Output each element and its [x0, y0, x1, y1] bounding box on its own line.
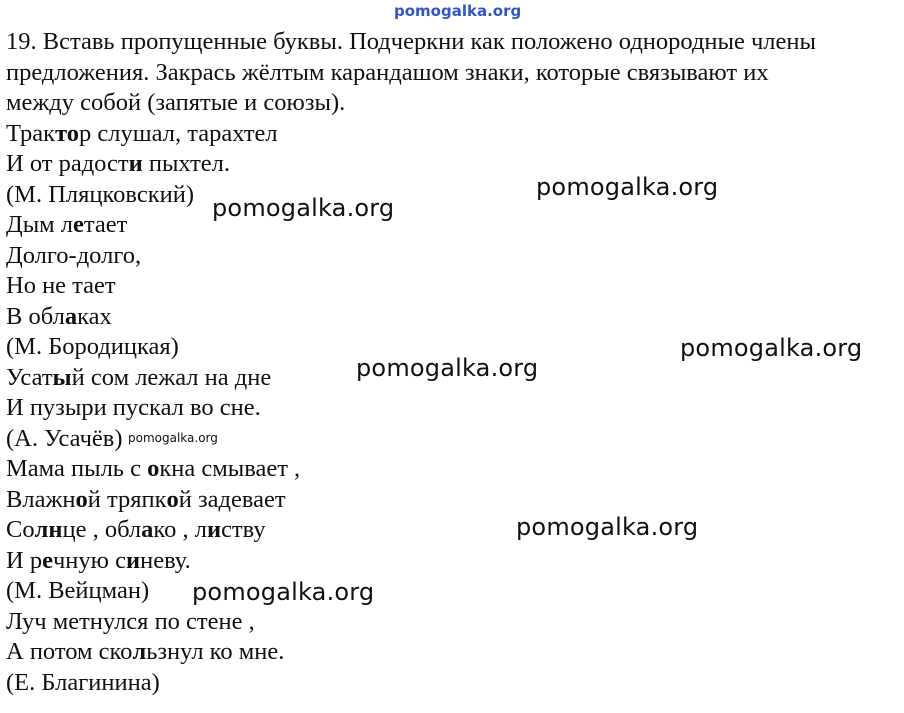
text-line [6, 119, 898, 150]
text-segment: й сом лежал на дне [71, 363, 272, 391]
text-line [6, 27, 898, 58]
inserted-letters: и [206, 516, 222, 543]
text-segment: Влажн [6, 485, 76, 513]
text-segment: тает [83, 211, 128, 238]
text-line [6, 302, 898, 333]
text-line [6, 454, 898, 485]
text-segment: ьзнул ко мне. [146, 638, 285, 665]
text-segment: А потом ско [6, 638, 133, 665]
text-segment: Долго-долго, [6, 241, 142, 269]
watermark: pomogalka.org [536, 173, 719, 201]
watermark: pomogalka.org [192, 578, 375, 606]
text-line [6, 393, 898, 424]
text-segment: Но не тает [6, 272, 116, 299]
inserted-letters: а [141, 516, 154, 543]
watermark: pomogalka.org [680, 334, 863, 362]
text-segment: Со [6, 516, 35, 543]
text-line [6, 515, 898, 546]
watermark: pomogalka.org [356, 354, 539, 382]
text-segment: ству [221, 516, 266, 543]
text-line [6, 241, 898, 272]
text-segment: це , обл [62, 516, 142, 543]
inserted-letters: лн [34, 516, 63, 543]
text-segment: предложения. Закрась жёлтым карандашом знаки, которые связывают их [6, 58, 769, 86]
text-segment: между собой (запятые и союзы). [6, 89, 346, 116]
text-line [6, 271, 898, 302]
text-segment: И р [6, 546, 43, 574]
text-line [6, 637, 898, 668]
text-segment: неву. [140, 546, 191, 574]
inserted-letters: о [166, 485, 179, 513]
text-segment: кна смывает , [159, 455, 301, 482]
text-line [6, 149, 898, 180]
text-segment: (М. Вейцман) [6, 577, 150, 604]
text-line [6, 668, 898, 699]
inserted-letters: ы [52, 363, 72, 391]
text-segment: ко , л [153, 516, 207, 543]
watermark-small: pomogalka.org [128, 431, 218, 445]
inserted-letters: и [128, 150, 143, 177]
text-line [6, 58, 898, 89]
text-segment: (М. Бородицкая) [6, 333, 179, 360]
text-segment: (Е. Благинина) [6, 668, 160, 696]
text-segment: чную с [52, 546, 126, 574]
text-line [6, 210, 898, 241]
inserted-letters: о [147, 455, 160, 482]
inserted-letters: л [132, 638, 147, 665]
inserted-letters: и [125, 546, 141, 574]
text-line [6, 88, 898, 119]
text-segment: ках [77, 302, 112, 330]
text-segment: р слушал, тарахтел [79, 119, 278, 147]
text-segment: В обл [6, 302, 65, 330]
text-segment: й задевает [178, 485, 286, 513]
text-line [6, 576, 898, 607]
watermark: pomogalka.org [212, 194, 395, 222]
text-segment: Трак [6, 119, 56, 147]
inserted-letters: то [55, 119, 80, 147]
watermark: pomogalka.org [516, 513, 699, 541]
text-line [6, 485, 898, 516]
text-line [6, 546, 898, 577]
text-line [6, 180, 898, 211]
text-segment: Мама пыль с [6, 455, 148, 482]
inserted-letters: е [73, 211, 84, 238]
text-segment: Усат [6, 363, 53, 391]
inserted-letters: о [75, 485, 88, 513]
inserted-letters: а [64, 302, 78, 330]
inserted-letters: е [42, 546, 53, 574]
text-segment: (А. Усачёв) [6, 424, 123, 452]
text-segment: 19. Вставь пропущенные буквы. Подчеркни как положено однородные члены [6, 28, 816, 55]
text-line [6, 607, 898, 638]
text-segment: И пузыри пускал во сне. [6, 394, 261, 421]
text-segment: И от радост [6, 150, 129, 177]
text-segment: пыхтел. [142, 150, 231, 177]
watermark-top: pomogalka.org [394, 2, 522, 20]
text-segment: й тряпк [87, 485, 167, 513]
text-segment: Луч метнулся по стене , [6, 607, 255, 635]
text-segment: Дым л [6, 211, 74, 238]
text-segment: (М. Пляцковский) [6, 180, 194, 208]
